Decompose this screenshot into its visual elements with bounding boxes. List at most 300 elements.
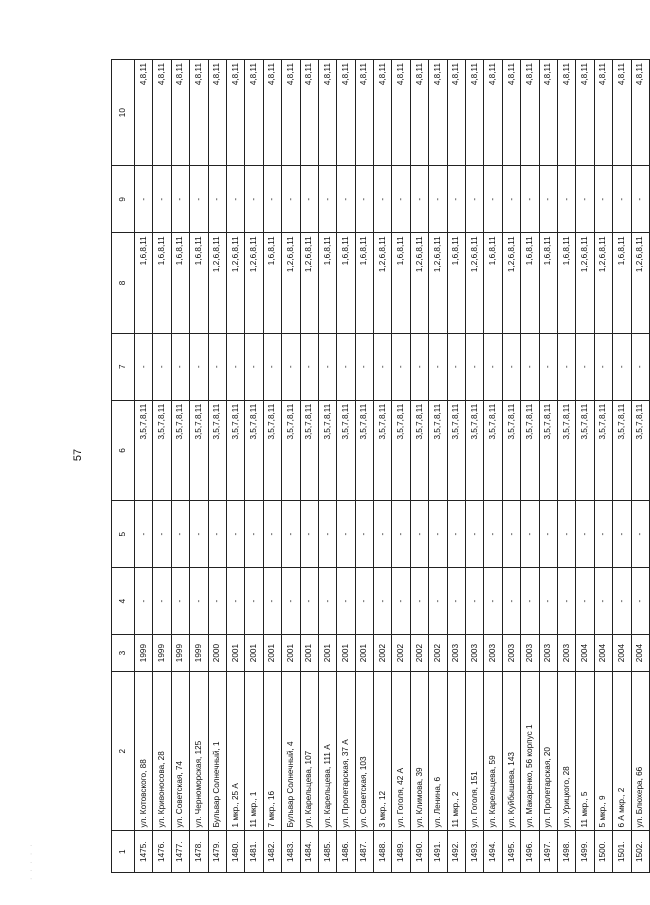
cell-col-8: 1,2,6,8,11 <box>226 233 244 333</box>
cell-col-10: 4,8,11 <box>410 60 428 166</box>
cell-col-10: 4,8,11 <box>484 60 502 166</box>
cell-col-8: 1,2,6,8,11 <box>245 233 263 333</box>
cell-row-number: 1491. <box>429 831 447 873</box>
cell-col-4: - <box>374 568 392 635</box>
cell-year: 1999 <box>171 635 189 672</box>
cell-col-7: - <box>613 333 631 400</box>
table-row <box>226 60 244 873</box>
cell-col-6: 3,5,7,8,11 <box>502 400 520 500</box>
cell-col-6: 3,5,7,8,11 <box>282 400 300 500</box>
cell-address: ул. Куйбышева, 143 <box>502 672 520 831</box>
cell-col-5: - <box>226 501 244 568</box>
column-header-3: 3 <box>112 635 135 672</box>
cell-col-4: - <box>153 568 171 635</box>
cell-row-number: 1498. <box>557 831 575 873</box>
cell-row-number: 1478. <box>190 831 208 873</box>
cell-col-5: - <box>557 501 575 568</box>
cell-row-number: 1479. <box>208 831 226 873</box>
cell-col-8: 1,6,8,11 <box>557 233 575 333</box>
cell-col-8: 1,6,8,11 <box>263 233 281 333</box>
cell-address: ул. Ленина, 6 <box>429 672 447 831</box>
column-header-6: 6 <box>112 400 135 500</box>
cell-col-8: 1,2,6,8,11 <box>282 233 300 333</box>
cell-col-8: 1,6,8,11 <box>190 233 208 333</box>
cell-col-7: - <box>153 333 171 400</box>
cell-col-5: - <box>484 501 502 568</box>
cell-col-8: 1,2,6,8,11 <box>429 233 447 333</box>
cell-col-9: - <box>539 166 557 233</box>
cell-address: ул. Карельцева, 111 А <box>318 672 336 831</box>
cell-col-4: - <box>557 568 575 635</box>
cell-address: ул. Гоголя, 42 А <box>392 672 410 831</box>
cell-col-9: - <box>355 166 373 233</box>
cell-col-10: 4,8,11 <box>135 60 153 166</box>
cell-col-10: 4,8,11 <box>245 60 263 166</box>
cell-col-7: - <box>447 333 465 400</box>
cell-col-10: 4,8,11 <box>521 60 539 166</box>
table-row <box>374 60 392 873</box>
cell-col-7: - <box>539 333 557 400</box>
cell-year: 2003 <box>484 635 502 672</box>
cell-year: 2001 <box>300 635 318 672</box>
cell-row-number: 1502. <box>631 831 649 873</box>
cell-col-6: 3,5,7,8,11 <box>245 400 263 500</box>
cell-year: 2003 <box>557 635 575 672</box>
cell-col-7: - <box>318 333 336 400</box>
cell-col-7: - <box>282 333 300 400</box>
cell-col-9: - <box>466 166 484 233</box>
cell-col-5: - <box>153 501 171 568</box>
cell-col-6: 3,5,7,8,11 <box>171 400 189 500</box>
cell-address: 11 мкр., 1 <box>245 672 263 831</box>
cell-col-6: 3,5,7,8,11 <box>576 400 594 500</box>
cell-address: ул. Климова, 39 <box>410 672 428 831</box>
cell-row-number: 1482. <box>263 831 281 873</box>
cell-col-9: - <box>410 166 428 233</box>
cell-col-10: 4,8,11 <box>318 60 336 166</box>
cell-col-10: 4,8,11 <box>613 60 631 166</box>
cell-year: 2004 <box>631 635 649 672</box>
cell-col-6: 3,5,7,8,11 <box>135 400 153 500</box>
cell-col-7: - <box>263 333 281 400</box>
cell-col-9: - <box>208 166 226 233</box>
cell-address: 3 мкр., 12 <box>374 672 392 831</box>
cell-col-6: 3,5,7,8,11 <box>539 400 557 500</box>
cell-row-number: 1501. <box>613 831 631 873</box>
cell-row-number: 1476. <box>153 831 171 873</box>
cell-col-5: - <box>245 501 263 568</box>
cell-address: 11 мкр., 5 <box>576 672 594 831</box>
cell-address: ул. Советская, 103 <box>355 672 373 831</box>
cell-col-4: - <box>263 568 281 635</box>
cell-col-6: 3,5,7,8,11 <box>466 400 484 500</box>
cell-col-8: 1,2,6,8,11 <box>502 233 520 333</box>
cell-address: ул. Черноморская, 125 <box>190 672 208 831</box>
table-row <box>631 60 649 873</box>
cell-row-number: 1475. <box>135 831 153 873</box>
cell-col-10: 4,8,11 <box>631 60 649 166</box>
cell-col-5: - <box>190 501 208 568</box>
cell-col-10: 4,8,11 <box>557 60 575 166</box>
cell-address: ул. Пролетарская, 37 А <box>337 672 355 831</box>
cell-address: ул. Карельцева, 107 <box>300 672 318 831</box>
table-row <box>245 60 263 873</box>
cell-col-10: 4,8,11 <box>429 60 447 166</box>
cell-col-8: 1,2,6,8,11 <box>466 233 484 333</box>
cell-col-5: - <box>318 501 336 568</box>
cell-row-number: 1500. <box>594 831 612 873</box>
cell-col-6: 3,5,7,8,11 <box>318 400 336 500</box>
cell-col-9: - <box>263 166 281 233</box>
cell-col-7: - <box>576 333 594 400</box>
table-row <box>190 60 208 873</box>
column-header-9: 9 <box>112 166 135 233</box>
cell-year: 2003 <box>447 635 465 672</box>
cell-col-10: 4,8,11 <box>190 60 208 166</box>
cell-col-9: - <box>521 166 539 233</box>
cell-row-number: 1483. <box>282 831 300 873</box>
cell-col-10: 4,8,11 <box>466 60 484 166</box>
cell-col-6: 3,5,7,8,11 <box>429 400 447 500</box>
cell-col-4: - <box>226 568 244 635</box>
cell-year: 2002 <box>392 635 410 672</box>
cell-col-9: - <box>171 166 189 233</box>
cell-col-4: - <box>447 568 465 635</box>
cell-col-9: - <box>300 166 318 233</box>
cell-col-4: - <box>613 568 631 635</box>
cell-address: 6 А мкр., 2 <box>613 672 631 831</box>
cell-col-6: 3,5,7,8,11 <box>594 400 612 500</box>
table-row <box>263 60 281 873</box>
cell-address: ул. Советская, 74 <box>171 672 189 831</box>
cell-address: ул. Пролетарская, 20 <box>539 672 557 831</box>
table-row <box>484 60 502 873</box>
cell-row-number: 1477. <box>171 831 189 873</box>
table-row <box>557 60 575 873</box>
cell-col-10: 4,8,11 <box>263 60 281 166</box>
cell-year: 2004 <box>613 635 631 672</box>
table-row <box>208 60 226 873</box>
cell-col-8: 1,6,8,11 <box>171 233 189 333</box>
cell-year: 1999 <box>153 635 171 672</box>
cell-address: Бульвар Солнечный, 4 <box>282 672 300 831</box>
cell-col-7: - <box>190 333 208 400</box>
cell-col-10: 4,8,11 <box>337 60 355 166</box>
cell-col-9: - <box>374 166 392 233</box>
cell-address: ул. Котовского, 88 <box>135 672 153 831</box>
cell-col-5: - <box>594 501 612 568</box>
column-header-4: 4 <box>112 568 135 635</box>
cell-col-4: - <box>171 568 189 635</box>
cell-col-7: - <box>392 333 410 400</box>
table-row <box>447 60 465 873</box>
cell-col-5: - <box>392 501 410 568</box>
cell-col-6: 3,5,7,8,11 <box>190 400 208 500</box>
cell-col-10: 4,8,11 <box>171 60 189 166</box>
table-row <box>171 60 189 873</box>
cell-col-9: - <box>392 166 410 233</box>
cell-col-10: 4,8,11 <box>374 60 392 166</box>
cell-col-5: - <box>521 501 539 568</box>
column-header-7: 7 <box>112 333 135 400</box>
cell-col-10: 4,8,11 <box>355 60 373 166</box>
cell-col-9: - <box>337 166 355 233</box>
cell-col-7: - <box>631 333 649 400</box>
cell-col-5: - <box>429 501 447 568</box>
cell-col-7: - <box>557 333 575 400</box>
cell-col-7: - <box>337 333 355 400</box>
cell-row-number: 1494. <box>484 831 502 873</box>
cell-row-number: 1488. <box>374 831 392 873</box>
cell-col-4: - <box>135 568 153 635</box>
cell-address: 5 мкр., 9 <box>594 672 612 831</box>
cell-col-9: - <box>429 166 447 233</box>
cell-col-5: - <box>502 501 520 568</box>
cell-year: 2002 <box>374 635 392 672</box>
cell-col-9: - <box>226 166 244 233</box>
cell-col-8: 1,2,6,8,11 <box>594 233 612 333</box>
cell-col-6: 3,5,7,8,11 <box>484 400 502 500</box>
cell-row-number: 1492. <box>447 831 465 873</box>
cell-address: 7 мкр., 16 <box>263 672 281 831</box>
cell-col-9: - <box>557 166 575 233</box>
cell-col-4: - <box>245 568 263 635</box>
cell-col-10: 4,8,11 <box>502 60 520 166</box>
cell-col-10: 4,8,11 <box>392 60 410 166</box>
cell-col-9: - <box>594 166 612 233</box>
table-row <box>337 60 355 873</box>
cell-year: 2003 <box>466 635 484 672</box>
cell-col-8: 1,2,6,8,11 <box>576 233 594 333</box>
cell-col-4: - <box>410 568 428 635</box>
cell-year: 2000 <box>208 635 226 672</box>
cell-col-6: 3,5,7,8,11 <box>374 400 392 500</box>
cell-year: 1999 <box>135 635 153 672</box>
cell-col-6: 3,5,7,8,11 <box>521 400 539 500</box>
cell-col-5: - <box>135 501 153 568</box>
cell-col-4: - <box>318 568 336 635</box>
cell-col-7: - <box>429 333 447 400</box>
cell-col-4: - <box>190 568 208 635</box>
table-row <box>318 60 336 873</box>
cell-col-6: 3,5,7,8,11 <box>613 400 631 500</box>
cell-col-5: - <box>447 501 465 568</box>
cell-address: ул. Макаренко, 56 корпус 1 <box>521 672 539 831</box>
cell-col-4: - <box>300 568 318 635</box>
table-row <box>355 60 373 873</box>
cell-year: 2003 <box>539 635 557 672</box>
cell-col-9: - <box>282 166 300 233</box>
cell-col-4: - <box>429 568 447 635</box>
cell-col-4: - <box>631 568 649 635</box>
cell-col-5: - <box>208 501 226 568</box>
rotated-table-container <box>111 59 645 873</box>
cell-year: 2002 <box>429 635 447 672</box>
cell-col-7: - <box>502 333 520 400</box>
cell-col-10: 4,8,11 <box>447 60 465 166</box>
cell-col-7: - <box>208 333 226 400</box>
cell-year: 2004 <box>594 635 612 672</box>
cell-year: 2001 <box>337 635 355 672</box>
table-row <box>410 60 428 873</box>
cell-col-9: - <box>631 166 649 233</box>
cell-col-7: - <box>171 333 189 400</box>
cell-col-5: - <box>539 501 557 568</box>
cell-year: 2001 <box>245 635 263 672</box>
cell-col-8: 1,6,8,11 <box>484 233 502 333</box>
cell-col-9: - <box>318 166 336 233</box>
cell-row-number: 1485. <box>318 831 336 873</box>
cell-col-4: - <box>502 568 520 635</box>
cell-col-8: 1,6,8,11 <box>153 233 171 333</box>
column-header-1: 1 <box>112 831 135 873</box>
cell-year: 2001 <box>318 635 336 672</box>
cell-year: 2003 <box>502 635 520 672</box>
cell-col-4: - <box>539 568 557 635</box>
cell-col-5: - <box>410 501 428 568</box>
table-row <box>594 60 612 873</box>
cell-row-number: 1495. <box>502 831 520 873</box>
table-row <box>392 60 410 873</box>
cell-col-6: 3,5,7,8,11 <box>410 400 428 500</box>
cell-col-6: 3,5,7,8,11 <box>447 400 465 500</box>
cell-col-4: - <box>484 568 502 635</box>
cell-col-10: 4,8,11 <box>539 60 557 166</box>
cell-col-5: - <box>282 501 300 568</box>
cell-col-7: - <box>484 333 502 400</box>
cell-col-8: 1,6,8,11 <box>521 233 539 333</box>
cell-col-8: 1,6,8,11 <box>135 233 153 333</box>
cell-col-10: 4,8,11 <box>153 60 171 166</box>
cell-col-4: - <box>576 568 594 635</box>
cell-col-6: 3,5,7,8,11 <box>208 400 226 500</box>
cell-year: 2001 <box>355 635 373 672</box>
cell-address: ул. Урицкого, 28 <box>557 672 575 831</box>
cell-row-number: 1487. <box>355 831 373 873</box>
cell-col-5: - <box>171 501 189 568</box>
table-row <box>300 60 318 873</box>
cell-row-number: 1490. <box>410 831 428 873</box>
cell-row-number: 1486. <box>337 831 355 873</box>
cell-address: 11 мкр., 2 <box>447 672 465 831</box>
cell-col-8: 1,2,6,8,11 <box>631 233 649 333</box>
cell-col-7: - <box>135 333 153 400</box>
table-row <box>466 60 484 873</box>
cell-col-4: - <box>282 568 300 635</box>
cell-col-7: - <box>300 333 318 400</box>
table-row <box>429 60 447 873</box>
cell-col-6: 3,5,7,8,11 <box>153 400 171 500</box>
cell-col-9: - <box>502 166 520 233</box>
table-row <box>521 60 539 873</box>
cell-year: 2003 <box>521 635 539 672</box>
cell-col-5: - <box>300 501 318 568</box>
cell-col-8: 1,6,8,11 <box>539 233 557 333</box>
cell-col-6: 3,5,7,8,11 <box>557 400 575 500</box>
cell-year: 2002 <box>410 635 428 672</box>
column-header-8: 8 <box>112 233 135 333</box>
cell-col-6: 3,5,7,8,11 <box>263 400 281 500</box>
scan-artifact: · · · · · <box>28 842 35 880</box>
cell-col-7: - <box>226 333 244 400</box>
table-row <box>282 60 300 873</box>
cell-col-8: 1,2,6,8,11 <box>208 233 226 333</box>
cell-col-4: - <box>594 568 612 635</box>
cell-col-4: - <box>466 568 484 635</box>
column-header-5: 5 <box>112 501 135 568</box>
cell-col-4: - <box>337 568 355 635</box>
cell-col-9: - <box>135 166 153 233</box>
cell-row-number: 1489. <box>392 831 410 873</box>
cell-col-4: - <box>392 568 410 635</box>
table-row <box>613 60 631 873</box>
cell-col-10: 4,8,11 <box>594 60 612 166</box>
cell-col-5: - <box>263 501 281 568</box>
cell-col-6: 3,5,7,8,11 <box>392 400 410 500</box>
cell-col-9: - <box>153 166 171 233</box>
cell-row-number: 1481. <box>245 831 263 873</box>
cell-year: 2001 <box>282 635 300 672</box>
table-row <box>135 60 153 873</box>
cell-col-7: - <box>374 333 392 400</box>
cell-col-10: 4,8,11 <box>226 60 244 166</box>
table-body <box>135 60 650 873</box>
cell-col-9: - <box>190 166 208 233</box>
cell-year: 2004 <box>576 635 594 672</box>
register-table <box>111 59 650 873</box>
cell-col-4: - <box>208 568 226 635</box>
cell-col-5: - <box>613 501 631 568</box>
cell-col-9: - <box>245 166 263 233</box>
cell-col-6: 3,5,7,8,11 <box>355 400 373 500</box>
cell-address: Бульвар Солнечный, 1 <box>208 672 226 831</box>
cell-col-7: - <box>466 333 484 400</box>
cell-col-8: 1,6,8,11 <box>318 233 336 333</box>
cell-year: 2001 <box>263 635 281 672</box>
cell-col-8: 1,2,6,8,11 <box>410 233 428 333</box>
cell-address: ул. Блюхера, 66 <box>631 672 649 831</box>
column-header-2: 2 <box>112 672 135 831</box>
cell-row-number: 1497. <box>539 831 557 873</box>
cell-col-7: - <box>594 333 612 400</box>
cell-col-5: - <box>337 501 355 568</box>
cell-col-4: - <box>521 568 539 635</box>
cell-row-number: 1493. <box>466 831 484 873</box>
cell-col-10: 4,8,11 <box>300 60 318 166</box>
cell-row-number: 1496. <box>521 831 539 873</box>
cell-row-number: 1480. <box>226 831 244 873</box>
cell-col-8: 1,2,6,8,11 <box>300 233 318 333</box>
cell-col-6: 3,5,7,8,11 <box>631 400 649 500</box>
cell-col-7: - <box>410 333 428 400</box>
cell-col-6: 3,5,7,8,11 <box>300 400 318 500</box>
cell-address: 1 мкр., 25 А <box>226 672 244 831</box>
cell-col-9: - <box>484 166 502 233</box>
page-number: 57 <box>72 448 84 462</box>
table-row <box>153 60 171 873</box>
cell-col-7: - <box>355 333 373 400</box>
cell-col-8: 1,2,6,8,11 <box>374 233 392 333</box>
cell-row-number: 1484. <box>300 831 318 873</box>
cell-col-7: - <box>245 333 263 400</box>
cell-col-6: 3,5,7,8,11 <box>337 400 355 500</box>
cell-year: 1999 <box>190 635 208 672</box>
cell-col-5: - <box>631 501 649 568</box>
cell-col-7: - <box>521 333 539 400</box>
cell-col-9: - <box>576 166 594 233</box>
cell-col-9: - <box>613 166 631 233</box>
cell-col-10: 4,8,11 <box>208 60 226 166</box>
